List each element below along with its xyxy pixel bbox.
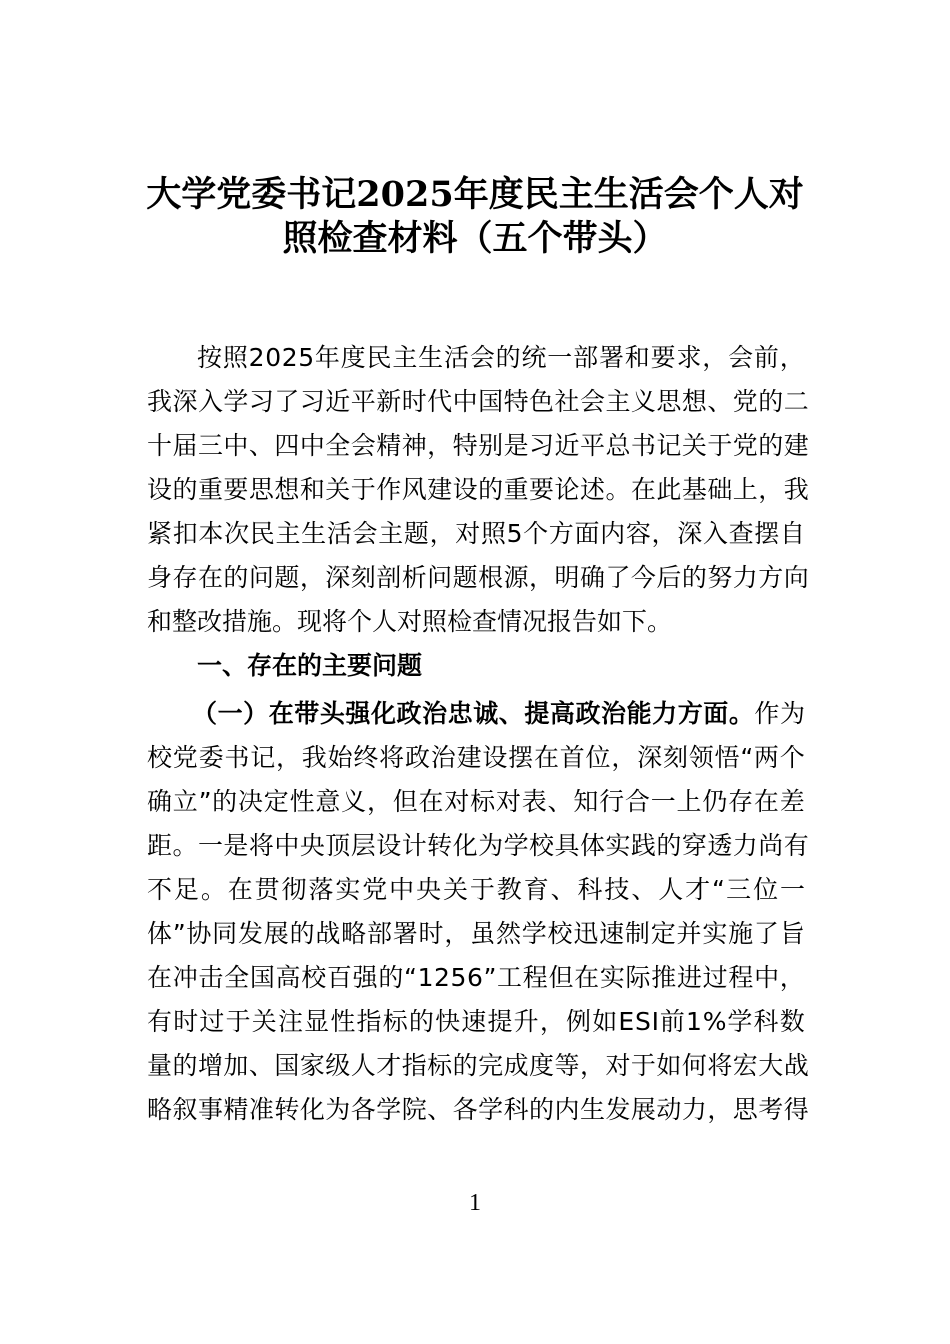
subsection-heading: （一）在带头强化政治忠诚、提高政治能力方面。 (192, 699, 755, 728)
paragraph-line: 体 ” 协 同 发 展 的 战 略 部 署 时 ， 虽 然 学 校 迅 速 制 定 并 实 施 了 旨 (147, 919, 805, 948)
paragraph-line: 十 届 三 中 、 四 中 全 会 精 神 ， 特 别 是 习 近 平 总 书 记 关 于 党 的 建 (147, 431, 809, 460)
paragraph-line: 紧 扣 本 次 民 主 生 活 会 主 题 ， 对 照 5 个 方 面 内 容 ， 深 入 查 摆 自 (147, 519, 805, 548)
subsection-first-line-rest: 作为 (754, 699, 805, 728)
paragraph-line: 按 照 2 0 2 5 年 度 民 主 生 活 会 的 统 一 部 署 和 要 求 ， 会 前 ， (197, 343, 805, 372)
paragraph-line: 距 。 一 是 将 中 央 顶 层 设 计 转 化 为 学 校 具 体 实 践 的 穿 透 力 尚 有 (147, 831, 809, 860)
paragraph-line: 略 叙 事 精 准 转 化 为 各 学 院 、 各 学 科 的 内 生 发 展 动 力 ， 思 考 得 (147, 1095, 809, 1124)
subsection-first-line (192, 698, 805, 730)
paragraph-line: 设 的 重 要 思 想 和 关 于 作 风 建 设 的 重 要 论 述 。 在 此 基 础 上 ， 我 (147, 475, 809, 504)
paragraph-line: 校 党 委 书 记 ， 我 始 终 将 政 治 建 设 摆 在 首 位 ， 深 刻 领 悟 “ 两 个 (147, 743, 805, 772)
page-number: 1 (469, 1190, 481, 1216)
document-title-line-1: 大学党委书记2025年度民主生活会个人对 (146, 174, 804, 215)
paragraph-line: 在 冲 击 全 国 高 校 百 强 的 “ 1 2 5 6 ” 工 程 但 在 实 际 推 进 过 程 中 ， (147, 963, 805, 992)
document-title-line-2: 照检查材料（五个带头） (282, 218, 668, 259)
paragraph-line: 不 足 。 在 贯 彻 落 实 党 中 央 关 于 教 育 、 科 技 、 人 才 “ 三 位 一 (147, 875, 805, 904)
paragraph-line: 身 存 在 的 问 题 ， 深 刻 剖 析 问 题 根 源 ， 明 确 了 今 后 的 努 力 方 向 (147, 563, 809, 592)
paragraph-line: 量 的 增 加 、 国 家 级 人 才 指 标 的 完 成 度 等 ， 对 于 如 何 将 宏 大 战 (147, 1051, 809, 1080)
paragraph-line: 和整改措施。现将个人对照检查情况报告如下。 (147, 607, 673, 636)
paragraph-line: 我 深 入 学 习 了 习 近 平 新 时 代 中 国 特 色 社 会 主 义 思 想 、 党 的 二 (147, 387, 809, 416)
paragraph-line: 确 立 ” 的 决 定 性 意 义 ， 但 在 对 标 对 表 、 知 行 合 一 上 仍 存 在 差 (147, 787, 805, 816)
paragraph-line: 有 时 过 于 关 注 显 性 指 标 的 快 速 提 升 ， 例 如 E S I 前 1 % 学 科 数 (147, 1007, 805, 1036)
section-heading: 一、存在的主要问题 (197, 651, 423, 680)
